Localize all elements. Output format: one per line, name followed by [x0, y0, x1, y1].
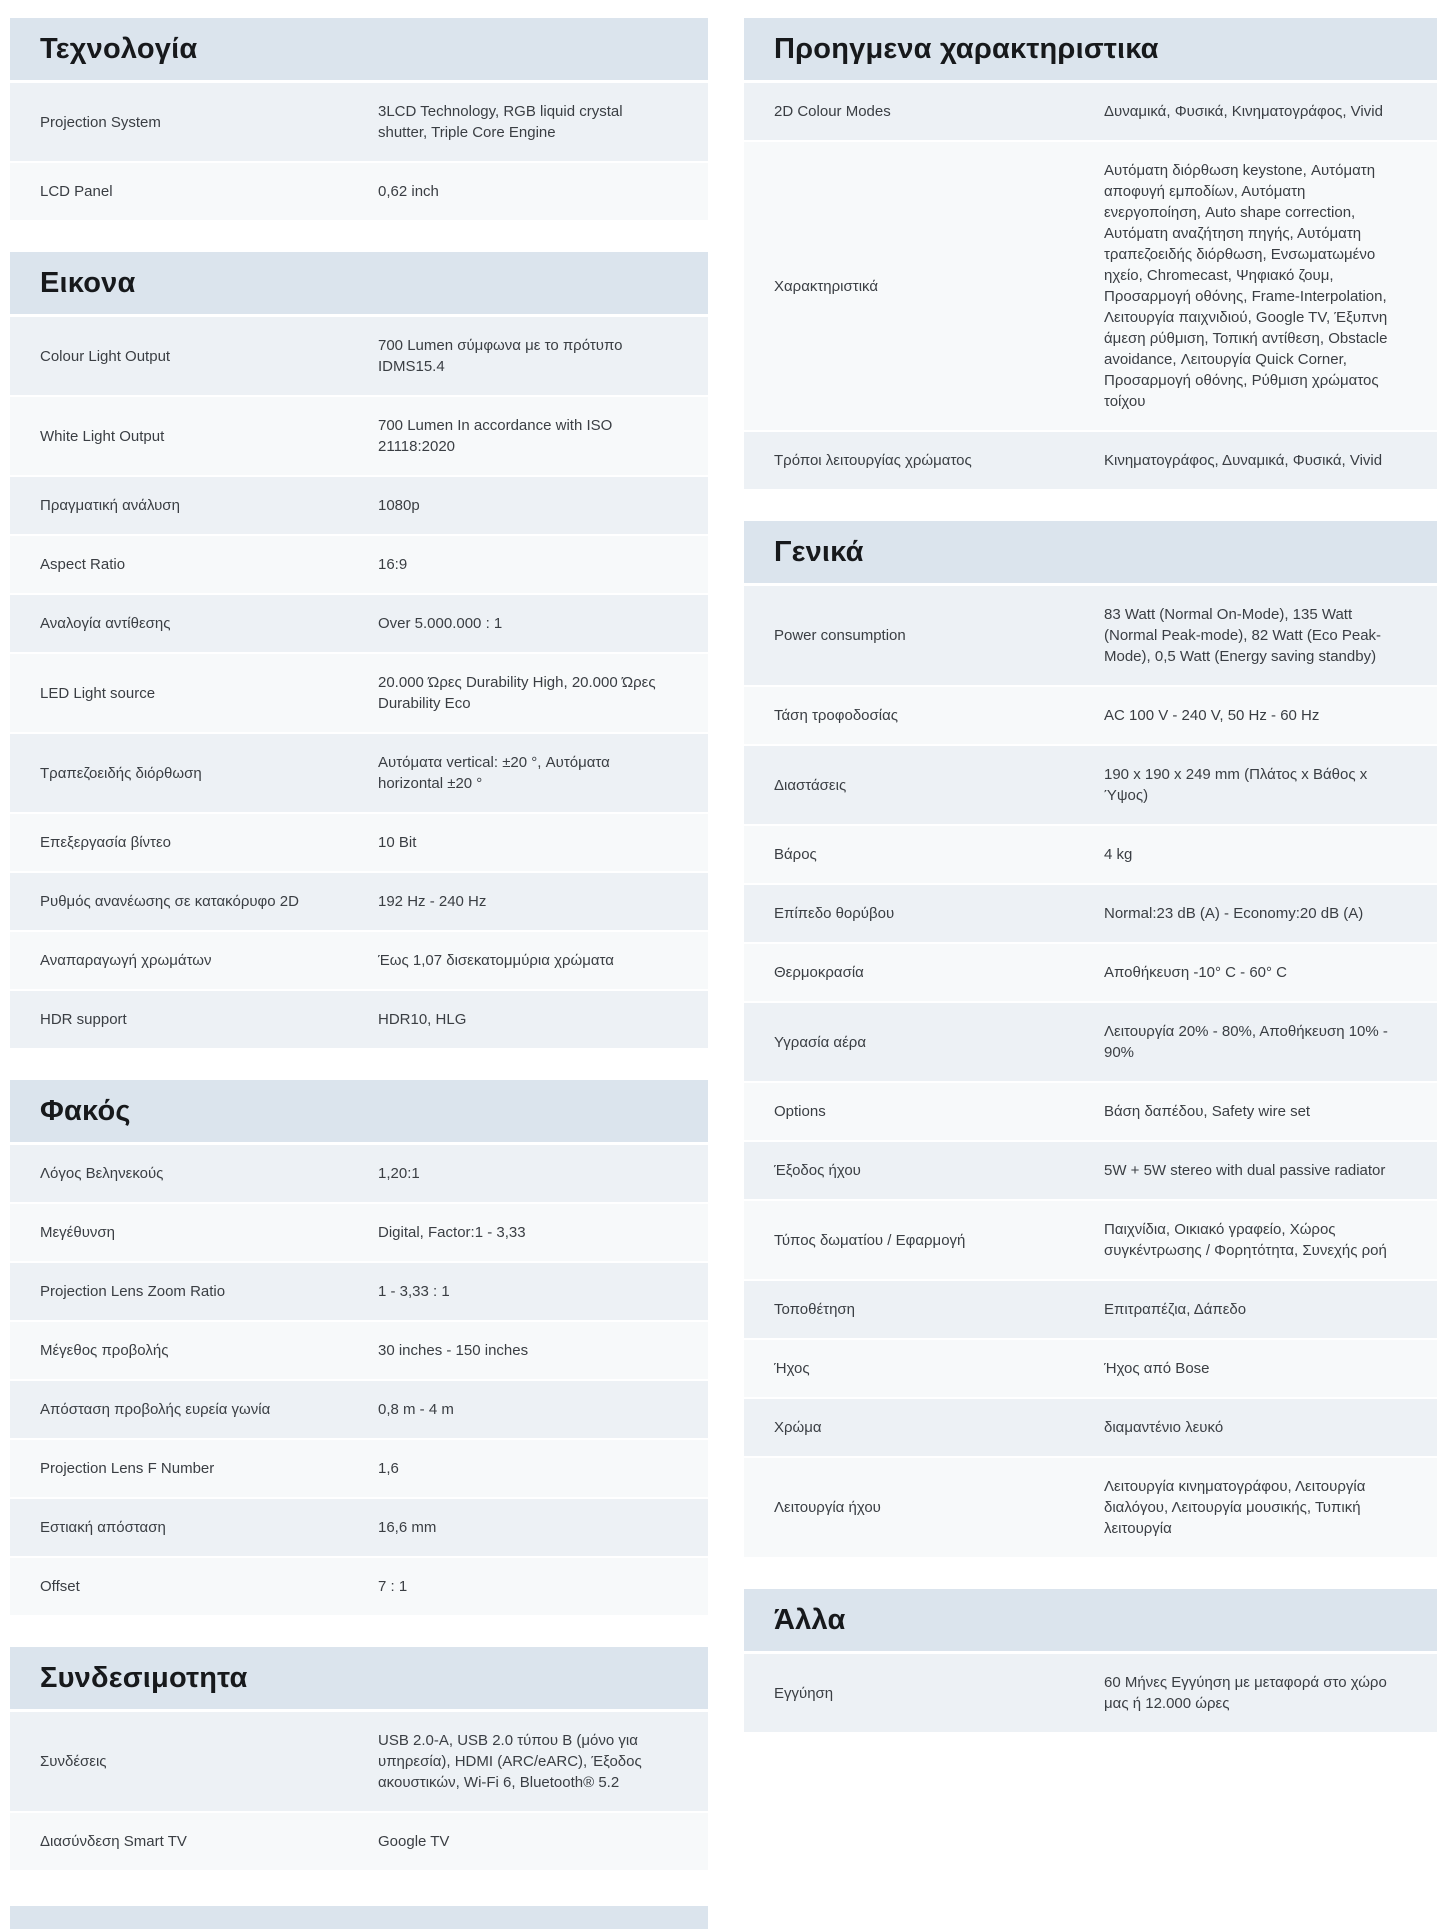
- spec-label: Ήχος: [774, 1360, 810, 1377]
- spec-row: [10, 814, 708, 873]
- spec-value: Ήχος από Bose: [1104, 1360, 1210, 1377]
- spec-value: 1080p: [378, 497, 420, 514]
- spec-label: Απόσταση προβολής ευρεία γωνία: [40, 1401, 271, 1418]
- spec-row: [10, 317, 708, 397]
- spec-row: [10, 1145, 708, 1204]
- spec-label: Αναλογία αντίθεσης: [40, 615, 171, 632]
- spec-row: [744, 1281, 1437, 1340]
- spec-label: Χρώμα: [774, 1419, 822, 1436]
- spec-label: Μεγέθυνση: [40, 1224, 116, 1241]
- spec-label: 2D Colour Modes: [774, 103, 891, 120]
- spec-label: Τάση τροφοδοσίας: [774, 707, 899, 724]
- spec-value: Βάση δαπέδου, Safety wire set: [1104, 1103, 1311, 1120]
- spec-row: [744, 1083, 1437, 1142]
- spec-row: [744, 1003, 1437, 1083]
- spec-label: HDR support: [40, 1011, 127, 1028]
- spec-row: [10, 1499, 708, 1558]
- spec-row: [10, 1322, 708, 1381]
- spec-label: Τρόποι λειτουργίας χρώματος: [774, 452, 972, 469]
- spec-value: Λειτουργία 20% - 80%, Αποθήκευση 10% - 90%: [1104, 1023, 1388, 1061]
- spec-value: Google TV: [378, 1833, 450, 1850]
- spec-row: [10, 873, 708, 932]
- spec-label: Εστιακή απόσταση: [40, 1519, 166, 1536]
- spec-label: White Light Output: [40, 427, 165, 445]
- spec-row: [10, 1558, 708, 1617]
- spec-row: [10, 595, 708, 654]
- spec-label: LED Light source: [40, 684, 156, 702]
- section-title: Προηγμενα χαρακτηριστικα: [744, 18, 1437, 83]
- spec-label: Επίπεδο θορύβου: [774, 905, 895, 922]
- spec-label: Βάρος: [774, 846, 817, 863]
- next-section-header-partial: [10, 1906, 708, 1929]
- section-title: Εικονα: [10, 252, 708, 317]
- spec-row: [10, 477, 708, 536]
- spec-row: [10, 932, 708, 991]
- spec-value: 4 kg: [1104, 846, 1133, 863]
- spec-row: [10, 654, 708, 734]
- spec-section-alla: [744, 1589, 1437, 1734]
- spec-section-genika: [744, 521, 1437, 1559]
- spec-rows: [744, 586, 1437, 1559]
- spec-rows: [10, 1712, 708, 1872]
- spec-row: [744, 142, 1437, 432]
- spec-row: [744, 432, 1437, 491]
- spec-value: 0,8 m - 4 m: [378, 1401, 454, 1418]
- spec-label: Offset: [40, 1578, 80, 1595]
- spec-label: Ρυθμός ανανέωσης σε κατακόρυφο 2D: [40, 893, 299, 910]
- spec-value: 16,6 mm: [378, 1519, 437, 1536]
- spec-row: [10, 83, 708, 163]
- spec-label: Τύπος δωματίου / Εφαρμογή: [774, 1231, 966, 1249]
- spec-value: 16:9: [378, 556, 408, 573]
- spec-label: Λειτουργία ήχου: [774, 1499, 881, 1516]
- spec-label: LCD Panel: [40, 183, 113, 200]
- spec-label: Επεξεργασία βίντεο: [40, 834, 171, 851]
- spec-label: Colour Light Output: [40, 347, 171, 365]
- spec-column-left: [10, 18, 708, 1902]
- spec-value: Αποθήκευση -10° C - 60° C: [1104, 964, 1288, 981]
- spec-label: Υγρασία αέρα: [774, 1033, 866, 1051]
- spec-rows: [744, 83, 1437, 491]
- spec-label: Συνδέσεις: [40, 1753, 107, 1770]
- spec-label: Projection Lens Zoom Ratio: [40, 1283, 226, 1300]
- spec-rows: [744, 1654, 1437, 1734]
- spec-value: 1,6: [378, 1460, 399, 1477]
- section-title: Φακός: [10, 1080, 708, 1145]
- spec-value: Δυναμικά, Φυσικά, Κινηματογράφος, Vivid: [1104, 103, 1383, 120]
- spec-row: [744, 826, 1437, 885]
- spec-value: Έως 1,07 δισεκατομμύρια χρώματα: [378, 952, 614, 969]
- spec-value: 3LCD Technology, RGB liquid crystal shutter, Triple Core Engine: [378, 103, 623, 141]
- spec-value: 1,20:1: [378, 1165, 420, 1182]
- section-title: Τεχνολογία: [10, 18, 708, 83]
- spec-label: Power consumption: [774, 627, 906, 644]
- spec-value: 700 Lumen In accordance with ISO 21118:2020: [378, 417, 613, 455]
- spec-section-proigmena-xaraktiristika: [744, 18, 1437, 491]
- spec-label: Θερμοκρασία: [774, 964, 864, 981]
- spec-value: 1 - 3,33 : 1: [378, 1283, 450, 1300]
- section-title: Γενικά: [744, 521, 1437, 586]
- spec-value: 5W + 5W stereo with dual passive radiator: [1104, 1162, 1386, 1179]
- spec-row: [10, 1381, 708, 1440]
- spec-value: Κινηματογράφος, Δυναμικά, Φυσικά, Vivid: [1104, 452, 1383, 469]
- spec-row: [744, 1399, 1437, 1458]
- spec-row: [10, 734, 708, 814]
- spec-value: 30 inches - 150 inches: [378, 1342, 529, 1359]
- spec-row: [10, 1440, 708, 1499]
- spec-row: [10, 163, 708, 222]
- spec-label: Έξοδος ήχου: [774, 1162, 861, 1179]
- spec-value: USB 2.0-A, USB 2.0 τύπου B (μόνο για υπηρεσία), HDMI (ARC/eARC), Έξοδος ακουστικών, Wi-Fi 6, Bluetooth® 5.2: [378, 1732, 642, 1791]
- spec-label: Διασύνδεση Smart TV: [40, 1833, 187, 1850]
- spec-row: [744, 687, 1437, 746]
- spec-row: [10, 1712, 708, 1813]
- spec-value: 7 : 1: [378, 1578, 408, 1595]
- spec-label: Λόγος Βεληνεκούς: [40, 1165, 164, 1182]
- spec-row: [744, 1201, 1437, 1281]
- spec-section-texnologia: [10, 18, 708, 222]
- spec-row: [744, 83, 1437, 142]
- spec-row: [744, 1654, 1437, 1734]
- spec-value: Επιτραπέζια, Δάπεδο: [1104, 1301, 1247, 1318]
- spec-row: [10, 1813, 708, 1872]
- spec-value: 0,62 inch: [378, 183, 439, 200]
- spec-rows: [10, 317, 708, 1050]
- spec-label: Τοποθέτηση: [774, 1301, 856, 1318]
- spec-section-fakos: [10, 1080, 708, 1617]
- spec-value: Digital, Factor:1 - 3,33: [378, 1224, 526, 1241]
- spec-section-syndesimotita: [10, 1647, 708, 1872]
- spec-value: AC 100 V - 240 V, 50 Hz - 60 Hz: [1104, 707, 1320, 724]
- spec-label: Τραπεζοειδής διόρθωση: [40, 764, 202, 782]
- spec-row: [10, 1204, 708, 1263]
- spec-row: [744, 586, 1437, 687]
- spec-label: Aspect Ratio: [40, 556, 126, 573]
- spec-row: [10, 536, 708, 595]
- spec-value: Παιχνίδια, Οικιακό γραφείο, Χώρος συγκέντρωσης / Φορητότητα, Συνεχής ροή: [1104, 1221, 1387, 1259]
- spec-columns: [10, 18, 1437, 1902]
- spec-value: Over 5.000.000 : 1: [378, 615, 503, 632]
- spec-value: 10 Bit: [378, 834, 417, 851]
- spec-label: Μέγεθος προβολής: [40, 1342, 169, 1359]
- spec-row: [744, 1458, 1437, 1559]
- spec-value: 60 Μήνες Εγγύηση με μεταφορά στο χώρο μας ή 12.000 ώρες: [1104, 1674, 1387, 1712]
- spec-label: Εγγύηση: [774, 1684, 834, 1702]
- spec-value: HDR10, HLG: [378, 1011, 467, 1028]
- spec-row: [744, 944, 1437, 1003]
- spec-label: Projection System: [40, 113, 161, 131]
- spec-label: Projection Lens F Number: [40, 1460, 215, 1477]
- spec-rows: [10, 83, 708, 222]
- spec-value: Λειτουργία κινηματογράφου, Λειτουργία διαλόγου, Λειτουργία μουσικής, Τυπική λειτουργία: [1104, 1478, 1366, 1537]
- spec-label: Πραγματική ανάλυση: [40, 497, 180, 514]
- spec-row: [10, 397, 708, 477]
- spec-value: 700 Lumen σύμφωνα με το πρότυπο IDMS15.4: [378, 337, 623, 375]
- spec-row: [744, 885, 1437, 944]
- spec-row: [744, 1340, 1437, 1399]
- spec-row: [744, 746, 1437, 826]
- spec-value: 83 Watt (Normal On-Mode), 135 Watt (Normal Peak-mode), 82 Watt (Eco Peak-Mode), 0,5 Watt (Energy saving standby): [1104, 606, 1382, 665]
- spec-value: διαμαντένιο λευκό: [1104, 1419, 1224, 1436]
- spec-value: 20.000 Ώρες Durability High, 20.000 Ώρες Durability Eco: [378, 674, 656, 712]
- spec-row: [10, 991, 708, 1050]
- spec-label: Χαρακτηριστικά: [774, 277, 879, 295]
- spec-value: Normal:23 dB (A) - Economy:20 dB (A): [1104, 905, 1364, 922]
- spec-row: [10, 1263, 708, 1322]
- spec-label: Options: [774, 1103, 826, 1120]
- spec-value: 190 x 190 x 249 mm (Πλάτος x Βάθος x Ύψος): [1104, 766, 1368, 804]
- section-title: Άλλα: [744, 1589, 1437, 1654]
- spec-label: Αναπαραγωγή χρωμάτων: [40, 952, 212, 969]
- spec-value: 192 Hz - 240 Hz: [378, 893, 487, 910]
- spec-label: Διαστάσεις: [774, 776, 847, 794]
- spec-row: [744, 1142, 1437, 1201]
- spec-value: Αυτόματα vertical: ±20 °, Αυτόματα horizontal ±20 °: [378, 754, 610, 792]
- spec-value: Αυτόματη διόρθωση keystone, Αυτόματη αποφυγή εμποδίων, Αυτόματη ενεργοποίηση, Auto shape correction, Αυτόματη αναζήτηση πηγής, Αυτόματη τραπεζοειδής διόρθωση, Ενσωματωμένο ηχείο, Chromecast, Ψηφιακό ζουμ, Προσαρμογή οθόνης, Frame-Interpolation, Λειτουργία παιχνιδιού, Google TV, Έξυπνη άμεση ρύθμιση, Τοπική αντίθεση, Obstacle avoidance, Λειτουργία Quick Corner, Προσαρμογή οθόνης, Ρύθμιση χρώματος τοίχου: [1104, 162, 1388, 410]
- section-title: Συνδεσιμοτητα: [10, 1647, 708, 1712]
- spec-column-right: [744, 18, 1437, 1764]
- spec-section-eikona: [10, 252, 708, 1050]
- spec-rows: [10, 1145, 708, 1617]
